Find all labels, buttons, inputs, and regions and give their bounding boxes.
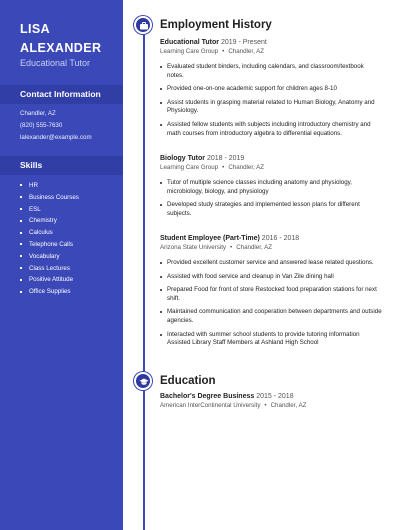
contact-phone[interactable]: (820) 555-7630	[20, 122, 63, 129]
bullet-icon	[20, 243, 22, 245]
school-location: Chandler, AZ	[270, 402, 307, 409]
skill-item: Business Courses	[20, 192, 79, 204]
job-company-line: Arizona State University • Chandler, AZ	[160, 244, 272, 251]
degree-line	[160, 393, 294, 400]
list-item: Developed study strategies and implemented lesson plans for different subjects.	[160, 201, 382, 218]
job-company: Arizona State University	[160, 244, 227, 251]
job-title-line	[160, 155, 244, 162]
briefcase-icon	[134, 16, 152, 34]
job-bullets	[160, 63, 382, 138]
timeline-line	[143, 23, 145, 530]
job-title: Educational Tutor	[160, 39, 219, 46]
job-title: Student Employee (Part-Time)	[160, 235, 260, 242]
bullet-icon	[20, 220, 22, 222]
job-dates: 2018 - 2019	[206, 155, 245, 162]
list-item: Provided excellent customer service and answered lease related questions.	[160, 259, 382, 268]
list-item: Provided one-on-one academic support for children ages 8-10	[160, 85, 382, 94]
list-item: Maintained communication and cooperation between departments and outside agencies.	[160, 308, 382, 325]
job-company: Learning Care Group	[160, 164, 219, 171]
skill-item: Office Supplies	[20, 286, 79, 298]
education-dates: 2015 - 2018	[256, 393, 294, 400]
job-role: Educational Tutor	[20, 58, 91, 68]
last-name: ALEXANDER	[20, 41, 102, 55]
skills-heading: Skills	[0, 156, 123, 175]
list-item: Interacted with summer school students to provide tutoring information Assisted Library Staff Members at Ashland High School	[160, 331, 382, 348]
bullet-icon	[20, 267, 22, 269]
skill-item: Chemistry	[20, 215, 79, 227]
skill-item: Class Lectures	[20, 263, 79, 275]
job-bullets	[160, 259, 382, 348]
list-item: Assisted fellow students with subjects including introductory chemistry and math courses from introductory algebra to differential equations.	[160, 121, 382, 138]
school: American InterContinental University	[160, 402, 261, 409]
education-heading: Education	[160, 375, 216, 387]
skill-item: Telephone Calls	[20, 239, 79, 251]
job-bullets	[160, 179, 382, 218]
job-title-line	[160, 235, 299, 242]
job-company-line: Learning Care Group • Chandler, AZ	[160, 48, 265, 55]
contact-heading: Contact Information	[0, 85, 123, 104]
job-company-line: Learning Care Group • Chandler, AZ	[160, 164, 265, 171]
job-title-line	[160, 39, 267, 46]
first-name: LISA	[20, 22, 51, 36]
job-location: Chandler, AZ	[228, 48, 265, 55]
graduation-cap-icon	[134, 372, 152, 390]
bullet-icon	[20, 255, 22, 257]
bullet-icon	[20, 279, 22, 281]
list-item: Evaluated student binders, including calendars, and classroom/textbook notes.	[160, 63, 382, 80]
degree: Bachelor's Degree Business	[160, 393, 255, 400]
job-title: Biology Tutor	[160, 155, 205, 162]
bullet-icon	[20, 208, 22, 210]
job-dates: 2016 - 2018	[261, 235, 300, 242]
job-location: Chandler, AZ	[236, 244, 272, 251]
candidate-name	[20, 20, 101, 58]
job-company: Learning Care Group	[160, 48, 219, 55]
contact-location: Chandler, AZ	[20, 110, 56, 117]
skill-item: Calculus	[20, 227, 79, 239]
skill-item: Vocabulary	[20, 251, 79, 263]
employment-heading: Employment History	[160, 19, 272, 31]
skill-item: Positive Attitude	[20, 274, 79, 286]
contact-email[interactable]: lalexander@example.com	[20, 134, 92, 141]
bullet-icon	[20, 232, 22, 234]
skill-item: ESL	[20, 204, 79, 216]
list-item: Tutor of multiple science classes including anatomy and physiology, microbiology, biology, and physiology	[160, 179, 382, 196]
bullet-icon	[20, 196, 22, 198]
sidebar	[0, 0, 123, 530]
list-item: Assist students in grasping material related to Human Biology, Anatomy and Physiology.	[160, 99, 382, 116]
job-dates: 2019 - Present	[220, 39, 267, 46]
bullet-icon	[20, 184, 22, 186]
bullet-icon	[20, 291, 22, 293]
school-line: American InterContinental University • Chandler, AZ	[160, 402, 307, 409]
list-item: Assisted with food service and cleanup in Van Zile dining hall	[160, 273, 382, 282]
job-location: Chandler, AZ	[228, 164, 265, 171]
skills-list	[20, 180, 79, 298]
skill-item: HR	[20, 180, 79, 192]
list-item: Prepared Food for front of store Restocked food preparation stations for next shift.	[160, 286, 382, 303]
